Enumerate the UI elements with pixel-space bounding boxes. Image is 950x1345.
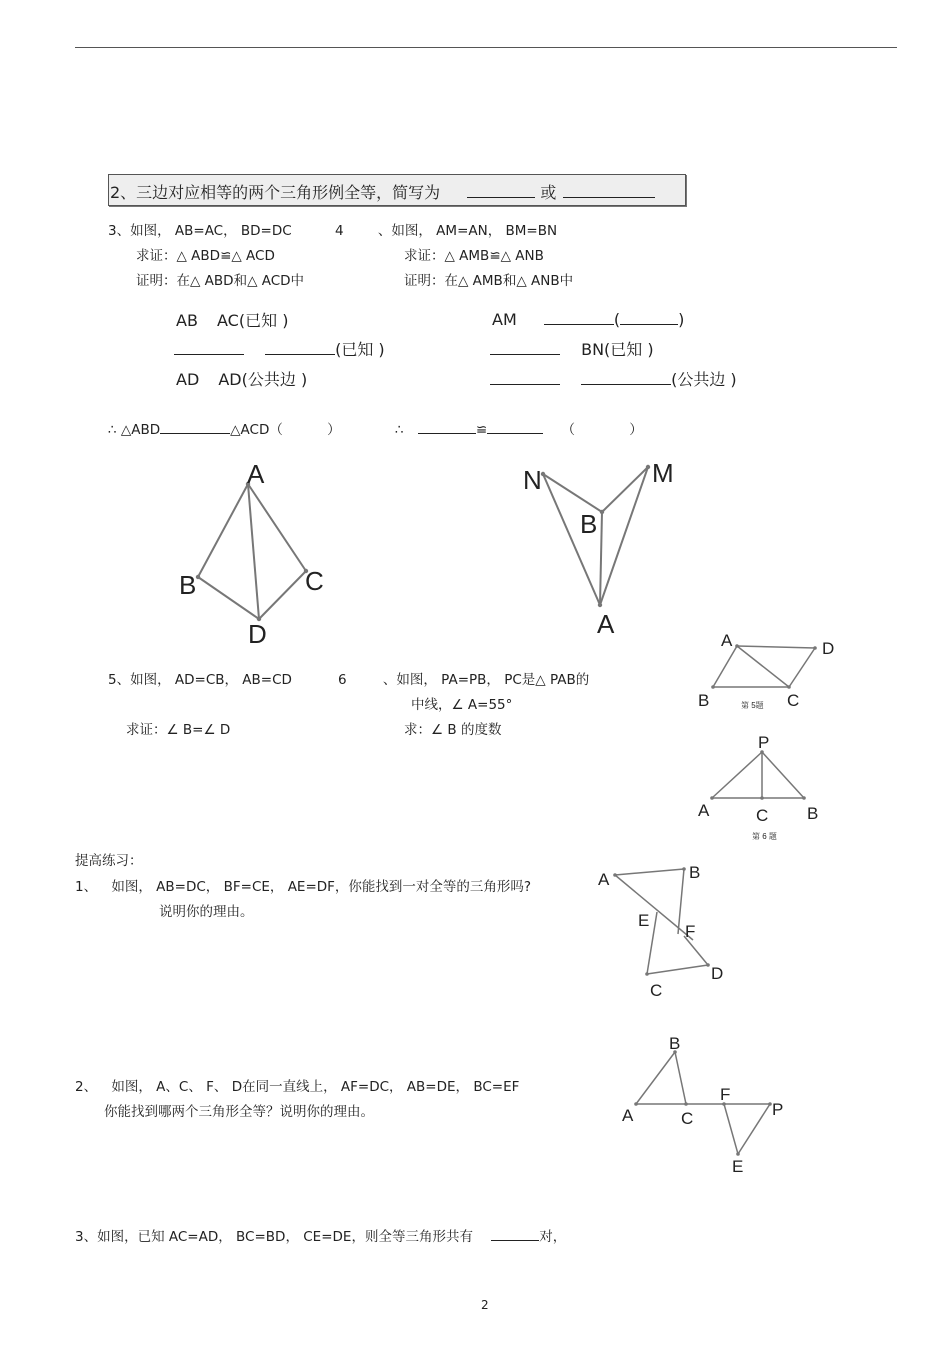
figure-q3: [198, 484, 306, 619]
q4-l1a: AM: [492, 310, 517, 329]
page-number: 2: [481, 1298, 489, 1312]
figP1-label-F: F: [685, 922, 696, 941]
fig1-label-C: C: [305, 566, 324, 596]
improve-heading: 提高练习：: [75, 853, 143, 869]
q4-num: 4: [335, 223, 344, 239]
improve-p1: [75, 875, 531, 895]
figP1-label-B: B: [689, 863, 701, 882]
q4-l2b: BN: [581, 340, 605, 359]
q5-prove: 求证：∠ B=∠ D: [126, 722, 231, 738]
figP2-label-B: B: [669, 1034, 681, 1053]
improve-p3: [75, 1225, 566, 1245]
q3-l3b: AD: [218, 370, 242, 389]
improve-p2-text: 如图， A、C、 F、 D在同一直线上， AF=DC， AB=DE， BC=EF: [111, 1079, 520, 1095]
item2-text: 2、三边对应相等的两个三角形例全等，简写为: [110, 183, 441, 202]
q6-line2: 中线，∠ A=55°: [411, 697, 513, 713]
fig6-label-A: A: [698, 801, 710, 820]
q4-proof: 证明：在△ AMB和△ ANB中: [404, 273, 574, 289]
fig2-label-B: B: [580, 509, 598, 539]
improve-p2-line2: 你能找到哪两个三角形全等？说明你的理由。: [104, 1104, 374, 1120]
q6-ask: 求：∠ B 的度数: [404, 722, 502, 738]
q6-num: 6: [338, 672, 347, 688]
q4-l3c: (公共边 ): [671, 370, 737, 389]
q4-l1b: (: [613, 310, 621, 329]
improve-p2-num: 2、: [75, 1079, 98, 1095]
figure-improve-2: [636, 1052, 770, 1154]
fig1-label-D: D: [248, 619, 267, 649]
q3-l1c: (已知 ): [238, 311, 289, 330]
figP1-label-A: A: [598, 870, 610, 889]
q3-prove: 求证：△ ABD≌△ ACD: [136, 248, 275, 264]
q4-concl-b: ≌: [475, 422, 488, 438]
figP2-label-F: F: [720, 1085, 731, 1104]
figure-q5: [713, 646, 815, 687]
q3-title: 3、如图， AB=AC， BD=DC: [108, 223, 292, 239]
improve-p2: [75, 1075, 519, 1095]
fig2-label-N: N: [523, 465, 542, 495]
fig6-label-P: P: [758, 733, 770, 752]
improve-p3-tail: 对，: [539, 1229, 567, 1245]
figP1-label-D: D: [711, 964, 724, 983]
fig2-label-M: M: [652, 458, 674, 488]
figP2-label-P: P: [772, 1100, 784, 1119]
fig1-label-A: A: [247, 459, 265, 489]
q3-proof: 证明：在△ ABD和△ ACD中: [136, 273, 305, 289]
fig5-label-C: C: [787, 691, 800, 710]
figP2-label-C: C: [681, 1109, 694, 1128]
q3-l1a: AB: [176, 311, 198, 330]
q4-concl-d: ）: [629, 422, 643, 438]
improve-p3-text: 3、如图，已知 AC=AD， BC=BD， CE=DE，则全等三角形共有: [75, 1229, 473, 1245]
q5-title: 5、如图， AD=CB， AB=CD: [108, 672, 292, 688]
figure-q6: [712, 752, 804, 798]
q3-concl-c: ）: [327, 422, 341, 438]
fig6-caption: 第 6 题: [752, 832, 777, 841]
fig5-label-A: A: [721, 631, 733, 650]
figP1-label-C: C: [650, 981, 663, 1000]
q3-l3c: (公共边 ): [241, 370, 308, 389]
q4-prove: 求证：△ AMB≌△ ANB: [404, 248, 544, 264]
item2-or: 或: [540, 183, 557, 202]
q6-title-row: [338, 668, 589, 688]
q3-concl-a: ∴ △ABD: [108, 422, 161, 438]
q3-l3a: AD: [176, 370, 200, 389]
figP1-label-E: E: [638, 911, 650, 930]
q3-concl-b: △ACD（: [230, 422, 283, 438]
fig5-label-D: D: [822, 639, 835, 658]
q4-title: 、如图， AM=AN， BM=BN: [377, 223, 558, 239]
improve-p3-blank[interactable]: [491, 1227, 539, 1242]
q4-l1c: ): [678, 310, 685, 329]
fig6-label-C: C: [756, 806, 769, 825]
fig6-label-B: B: [807, 804, 819, 823]
improve-p1-text: 如图， AB=DC， BF=CE， AE=DF，你能找到一对全等的三角形吗?: [111, 879, 532, 895]
figP2-label-A: A: [622, 1106, 634, 1125]
fig5-label-B: B: [698, 691, 710, 710]
fig5-caption: 第 5题: [741, 701, 764, 710]
q6-title: 、如图， PA=PB， PC是△ PAB的: [382, 672, 590, 688]
q3-l1b: AC: [217, 311, 239, 330]
improve-p1-num: 1、: [75, 879, 98, 895]
q3-l2c: (已知 ): [335, 340, 385, 359]
figP2-label-E: E: [732, 1157, 744, 1176]
improve-p1-line2: 说明你的理由。: [159, 904, 254, 920]
q4-concl-c: （: [561, 422, 575, 438]
q4-concl-a: ∴: [395, 422, 404, 438]
fig1-label-B: B: [179, 570, 197, 600]
fig2-label-A: A: [597, 609, 615, 639]
q4-l2c: (已知 ): [604, 340, 654, 359]
